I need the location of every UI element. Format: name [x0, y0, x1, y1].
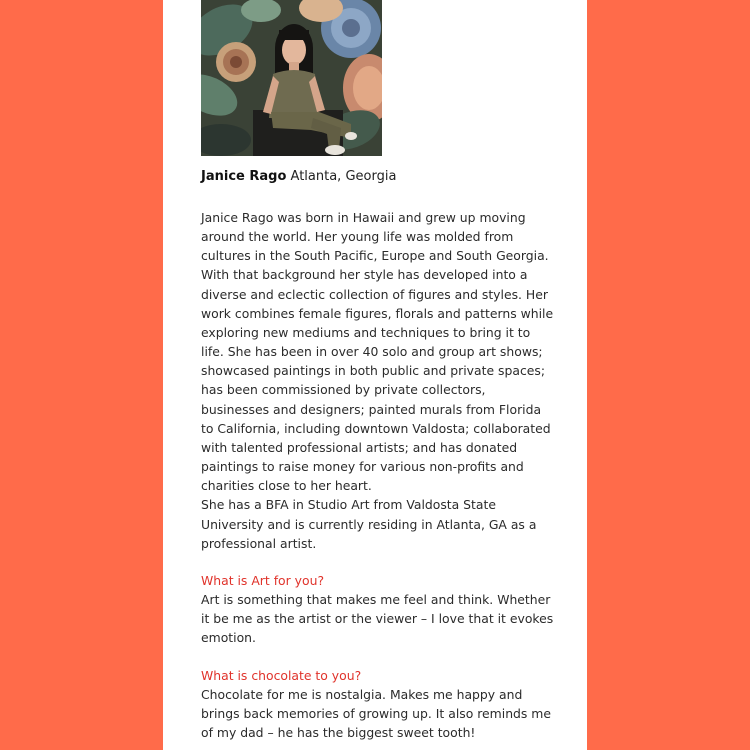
answer-text: Chocolate for me is nostalgia. Makes me happy and brings back memories of growing up. It also reminds me of my dad – he has the biggest sweet tooth!: [201, 687, 551, 741]
qa-block-art: [201, 571, 556, 648]
article-panel: [163, 0, 587, 750]
question-heading: What is chocolate to you?: [201, 668, 362, 683]
answer-text: Art is something that makes me feel and think. Whether it be me as the artist or the viewer – I love that it evokes emotion.: [201, 592, 554, 646]
artist-name: Janice Rago: [201, 169, 287, 184]
artist-heading: [201, 169, 396, 184]
bio-paragraph: She has a BFA in Studio Art from Valdosta State University and is currently residing in Atlanta, GA as a professional artist.: [201, 497, 537, 551]
bio-paragraph: Janice Rago was born in Hawaii and grew up moving around the world. Her young life was molded from cultures in the South Pacific, Europe and South Georgia. With that background her style has developed into a diverse and eclectic collection of figures and styles. Her work combines female figures, florals and patterns while exploring new mediums and techniques to bring it to life. She has been in over 40 solo and group art shows; showcased paintings in both public and private spaces; has been commissioned by private collectors, businesses and designers; painted murals from Florida to California, including downtown Valdosta; collaborated with talented professional artists; and has donated paintings to raise money for various non-profits and charities close to her heart.: [201, 210, 554, 494]
artist-location: Atlanta, Georgia: [290, 169, 397, 184]
question-heading: What is Art for you?: [201, 573, 325, 588]
qa-block-chocolate: [201, 666, 556, 743]
artist-bio: [201, 208, 556, 553]
artist-photo: [201, 0, 382, 156]
